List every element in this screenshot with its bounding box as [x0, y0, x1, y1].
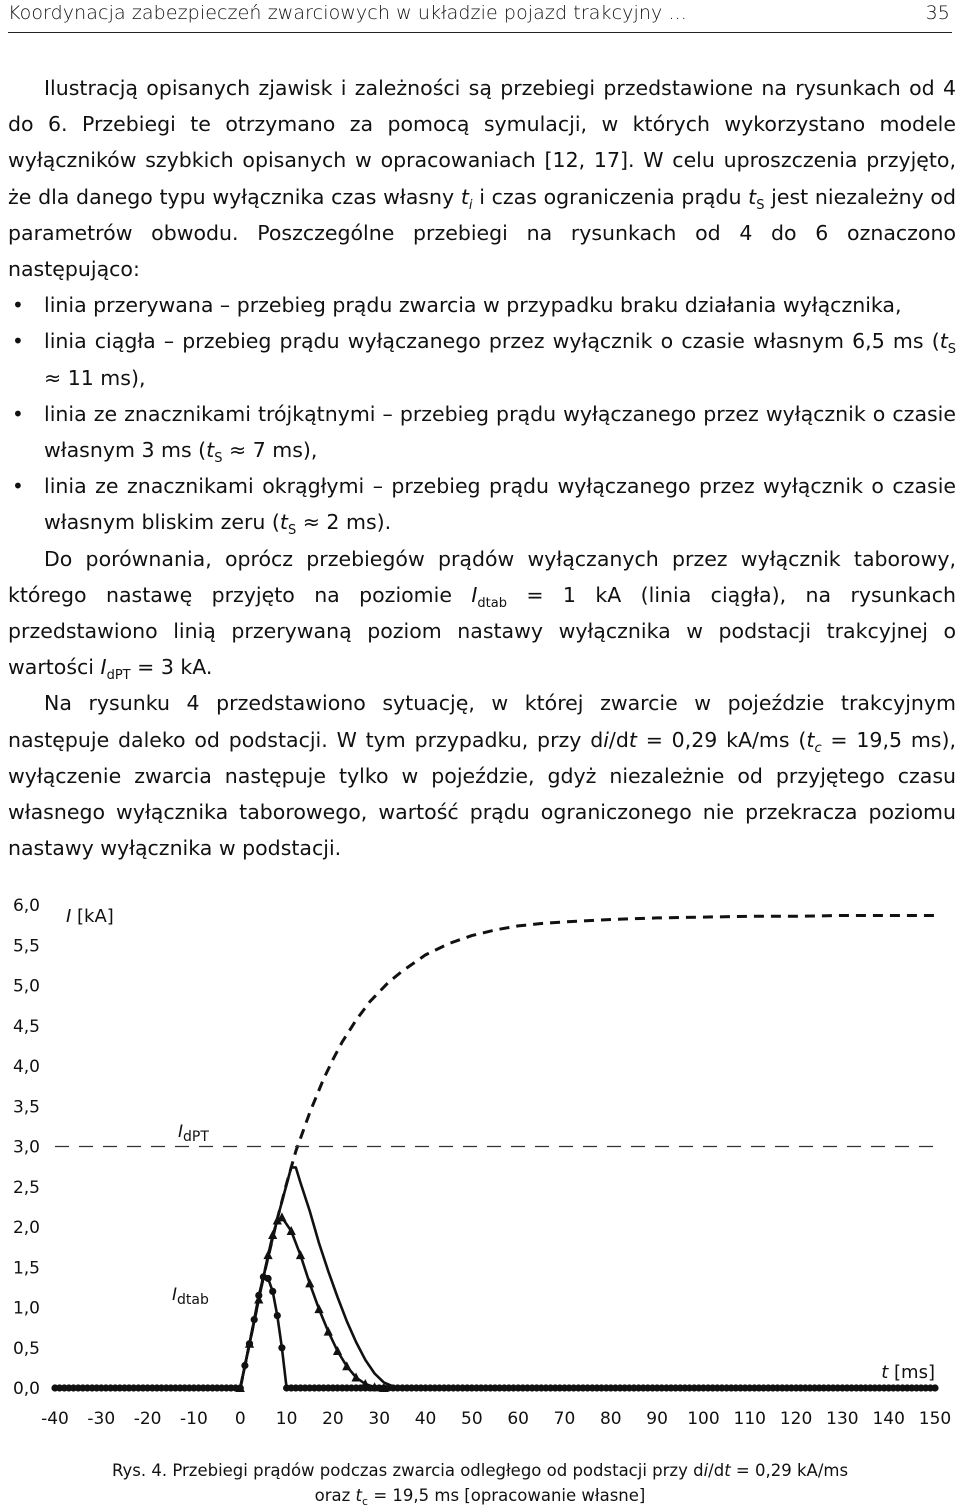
triangle-marker — [314, 1304, 323, 1313]
x-tick-label: -40 — [41, 1409, 69, 1429]
symbol-i: I — [100, 655, 107, 680]
x-tick-label: 60 — [507, 1409, 529, 1429]
subscript-s: S — [947, 342, 956, 358]
text-run: /d — [708, 1461, 725, 1480]
list-item — [8, 396, 956, 468]
caption-line-1 — [0, 1458, 960, 1483]
symbol-i: i — [703, 1461, 709, 1480]
circle-marker — [274, 1312, 281, 1319]
series-dashed-line — [55, 916, 935, 1389]
text-run: = 1 kA (linia ciągła), na rysunkach przedstawiono linią przerywaną poziom nastawy wyłącznika w podstacji trakcyjnej o wartości — [8, 582, 957, 680]
x-axis-label: t [ms] — [881, 1362, 935, 1383]
circle-marker — [278, 1344, 285, 1351]
x-tick-label: 110 — [733, 1409, 766, 1429]
text-run: Ilustracją opisanych zjawisk i zależności są przebiegi przedstawione na rysunkach od 4 do 6. Przebiegi te otrzymano za pomocą symulacji, w których wykorzystano modele wyłączników szybkich opisanych w opracowaniach [12, 17]. W celu uproszczenia przyjęto, że dla danego typu wyłącznika czas własny — [8, 76, 956, 209]
circle-marker — [931, 1384, 938, 1391]
body-text — [8, 70, 956, 866]
triangle-marker — [324, 1327, 333, 1336]
x-tick-label: 150 — [918, 1409, 952, 1429]
list-item — [8, 323, 956, 395]
series-solid-line — [240, 1167, 935, 1388]
subscript-c: c — [814, 740, 822, 756]
text-run: ≈ 7 ms), — [222, 438, 318, 463]
subscript-s: S — [756, 197, 765, 213]
running-title: Koordynacja zabezpieczeń zwarciowych w układzie pojazd trakcyjny ... — [8, 2, 687, 24]
symbol-t: t — [939, 329, 948, 354]
y-tick-label: 2,5 — [12, 1177, 40, 1198]
symbol-t: t — [724, 1461, 731, 1480]
symbol-t: t — [279, 510, 288, 535]
text-run: ≈ 11 ms), — [44, 365, 146, 390]
legend-bullet-list — [8, 287, 956, 540]
text-run: linia przerywana – przebieg prądu zwarcia w przypadku braku działania wyłącznika, — [44, 293, 902, 318]
paragraph-1 — [8, 70, 956, 287]
text-run: Na rysunku 4 przedstawiono sytuację, w której zwarcie w pojeździe trakcyjnym następuje daleko od podstacji. W tym przypadku, przy d — [8, 691, 956, 752]
x-tick-label: 90 — [646, 1409, 668, 1429]
triangle-marker — [268, 1230, 277, 1239]
y-tick-label: 6,0 — [12, 896, 40, 916]
x-tick-label: 40 — [414, 1409, 437, 1429]
y-axis-label: I [kA] — [66, 906, 114, 927]
y-tick-label: 1,5 — [12, 1258, 40, 1279]
x-tick-label: 10 — [275, 1409, 298, 1429]
x-tick-label: 80 — [599, 1409, 622, 1429]
triangle-marker — [263, 1250, 272, 1259]
x-tick-label: 130 — [826, 1409, 859, 1429]
series-triangle-line — [240, 1217, 935, 1388]
x-tick-label: 100 — [687, 1409, 720, 1429]
annotation-dpt: $I_{dPT}$ — [178, 1122, 209, 1145]
symbol-t: t — [628, 727, 637, 752]
y-tick-label: 1,0 — [12, 1298, 40, 1319]
figure-caption — [0, 1458, 960, 1508]
y-tick-label: 2,0 — [12, 1218, 40, 1238]
symbol-t: t — [806, 727, 815, 752]
text-run: /d — [608, 727, 629, 752]
triangle-marker — [305, 1278, 314, 1287]
y-tick-label: 4,5 — [12, 1016, 40, 1037]
text-run: Do porównania, oprócz przebiegów prądów wyłączanych przez wyłącznik taborowy, którego nastawę przyjęto na poziomie — [8, 546, 956, 607]
subscript-c: c — [362, 1495, 369, 1508]
text-run: ≈ 2 ms). — [296, 510, 392, 535]
y-tick-label: 5,5 — [12, 936, 40, 957]
annotation-dtab: $I_{dtab}$ — [172, 1285, 209, 1308]
subscript-s: S — [287, 523, 297, 539]
x-tick-label: 50 — [461, 1409, 483, 1429]
text-run: = 3 kA. — [130, 655, 213, 680]
y-tick-label: 0,5 — [12, 1338, 40, 1359]
text-run: oraz — [314, 1486, 356, 1505]
subscript-dtab: dtab — [477, 595, 507, 611]
circle-marker — [255, 1292, 262, 1299]
running-header — [8, 2, 952, 33]
text-run: linia ze znacznikami trójkątnymi – przebieg prądu wyłączanego przez wyłącznik o czasie własnym 3 ms ( — [44, 401, 956, 463]
x-tick-label: -30 — [87, 1409, 116, 1429]
x-tick-label: 0 — [234, 1409, 246, 1429]
paragraph-3 — [8, 685, 956, 866]
subscript-s: S — [214, 451, 223, 467]
circle-marker — [265, 1275, 272, 1282]
y-tick-label: 0,0 — [12, 1379, 40, 1399]
text-run: = 0,29 kA/ms — [730, 1461, 849, 1480]
text-run: = 19,5 ms), wyłączenie zwarcia następuje tylko w pojeździe, gdyż niezależnie od przyjętego czasu własnego wyłącznika taborowego, wartość prądu ograniczonego nie przekracza poziomu nastawy wyłącznika w podstacji. — [8, 727, 956, 861]
circle-marker — [251, 1316, 258, 1323]
x-tick-label: -20 — [133, 1409, 162, 1429]
x-tick-label: 120 — [779, 1409, 813, 1429]
circle-marker — [241, 1362, 248, 1369]
y-tick-label: 3,5 — [12, 1097, 40, 1118]
page-number: 35 — [925, 2, 950, 24]
caption-line-2 — [0, 1483, 960, 1508]
x-tick-label: 140 — [872, 1409, 905, 1429]
symbol-t: t — [460, 184, 469, 209]
text-run: Rys. 4. Przebiegi prądów podczas zwarcia odległego od podstacji przy d — [111, 1461, 704, 1480]
symbol-i: I — [471, 582, 478, 607]
symbol-i: i — [603, 727, 609, 752]
text-run: = 19,5 ms [opracowanie własne] — [368, 1486, 646, 1505]
symbol-t: t — [206, 438, 215, 463]
paragraph-2 — [8, 541, 956, 686]
triangle-marker — [296, 1250, 305, 1259]
text-run: = 0,29 kA/ms ( — [636, 727, 807, 752]
triangle-marker — [333, 1346, 342, 1355]
x-tick-label: 70 — [553, 1409, 576, 1429]
x-tick-label: -10 — [180, 1409, 208, 1429]
text-run: jest niezależny od parametrów obwodu. Poszczególne przebiegi na rysunkach od 4 do 6 oznaczono następująco: — [8, 184, 956, 282]
y-tick-label: 4,0 — [12, 1057, 40, 1077]
list-item — [8, 468, 956, 540]
circle-marker — [246, 1340, 253, 1347]
current-waveform-chart — [0, 880, 960, 1440]
y-tick-label: 3,0 — [12, 1137, 40, 1158]
symbol-t: t — [355, 1486, 363, 1505]
subscript-dpt: dPT — [106, 668, 131, 684]
list-item — [8, 287, 956, 323]
x-tick-label: 30 — [368, 1409, 391, 1429]
x-tick-label: 20 — [322, 1409, 344, 1429]
circle-marker — [237, 1384, 244, 1391]
circle-marker — [269, 1288, 276, 1295]
text-run: i czas ograniczenia prądu — [472, 184, 749, 209]
subscript-i: i — [468, 197, 473, 213]
text-run: linia ze znacznikami okrągłymi – przebieg prądu wyłączanego przez wyłącznik o czasie własnym bliskim zeru ( — [44, 474, 956, 535]
y-tick-label: 5,0 — [12, 976, 40, 997]
text-run: linia ciągła – przebieg prądu wyłączanego przez wyłącznik o czasie własnym 6,5 ms ( — [44, 329, 940, 354]
symbol-t: t — [748, 184, 757, 209]
